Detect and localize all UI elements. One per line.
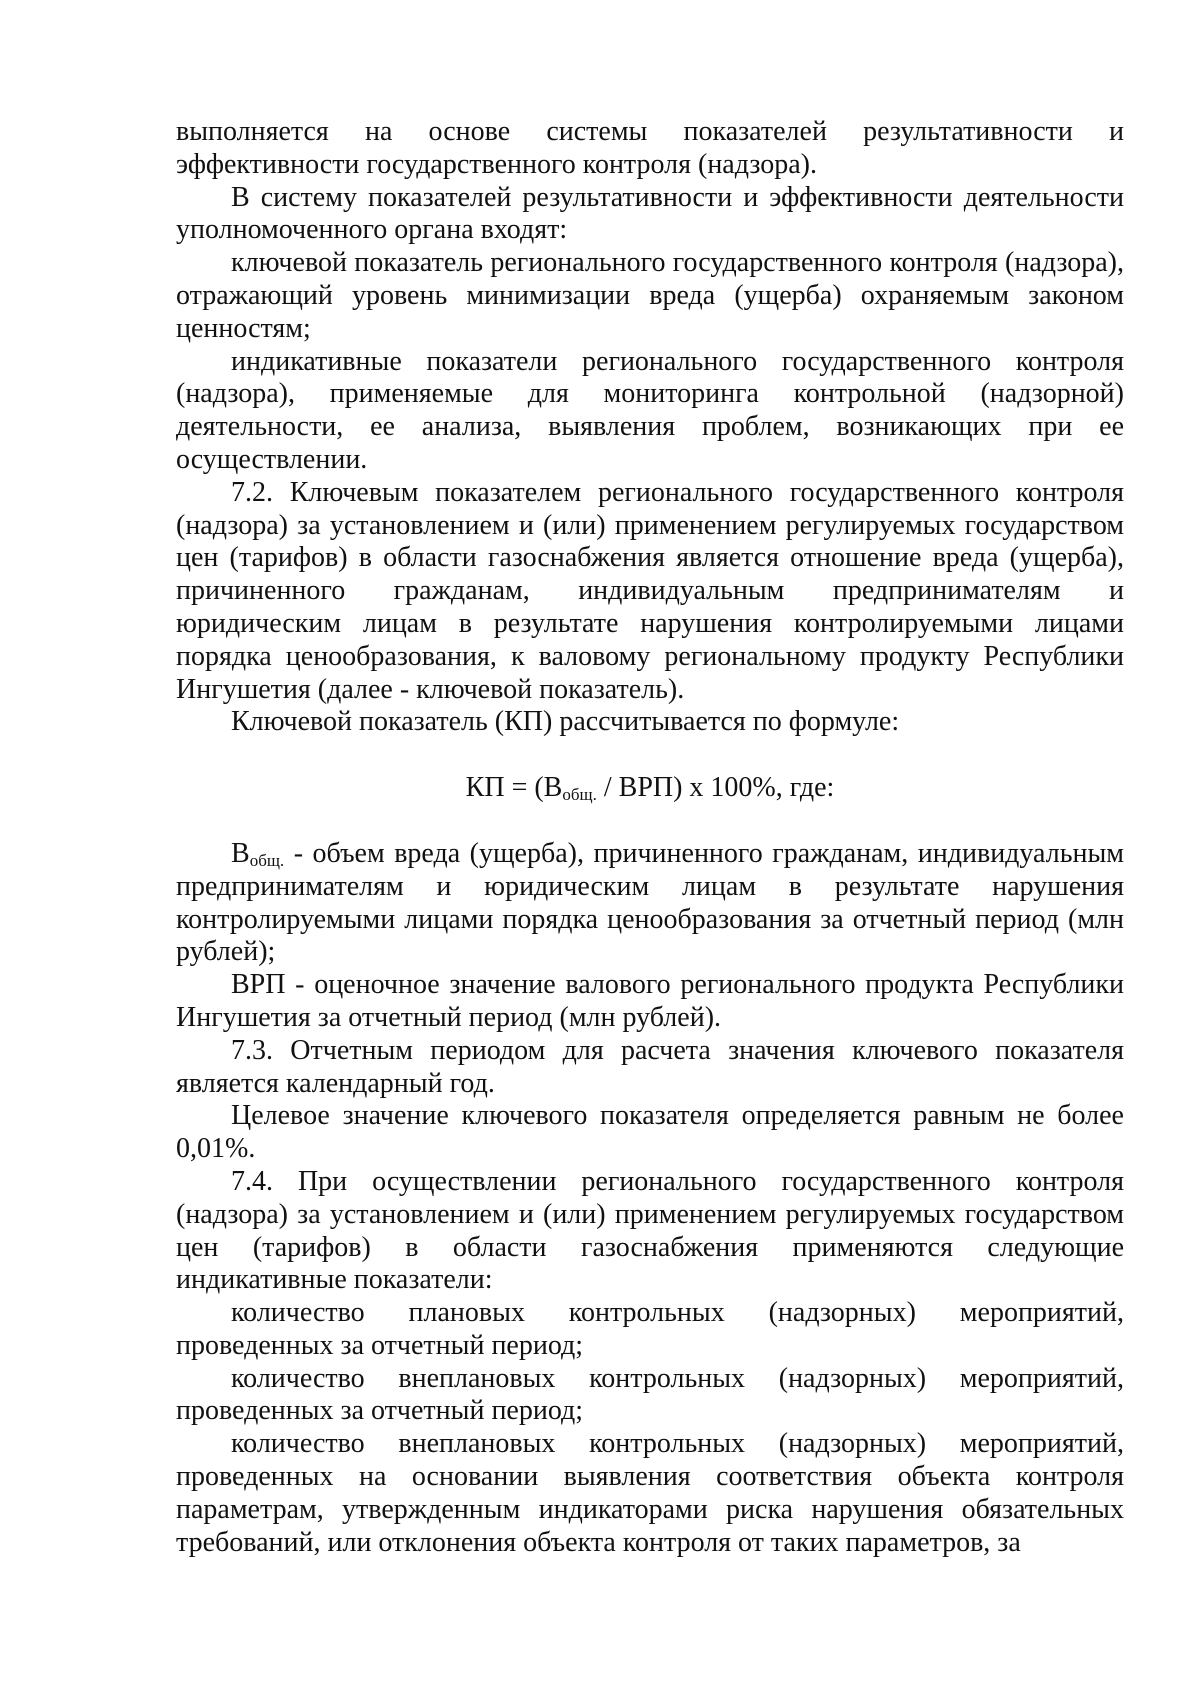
paragraph-7-3: 7.3. Отчетным периодом для расчета значения ключевого показателя является календарный год. bbox=[176, 1034, 1124, 1099]
paragraph-risk-indicator-events: количество внеплановых контрольных (надзорных) мероприятий, проведенных на основании выявления соответствия объекта контроля параметрам, утвержденным индикаторами риска нарушения обязательных требований, или отклонения объекта контроля от таких параметров, за bbox=[176, 1428, 1124, 1558]
definition-symbol: В bbox=[231, 837, 250, 869]
formula bbox=[176, 772, 1124, 805]
paragraph-formula-intro: Ключевой показатель (КП) рассчитывается по формуле: bbox=[231, 706, 900, 738]
paragraph-7-4: 7.4. При осуществлении регионального государственного контроля (надзора) за установлением и (или) применением регулируемых государством цен (тарифов) в области газоснабжения применяются следующие индикативные показатели: bbox=[176, 1165, 1124, 1296]
definition-text: - объем вреда (ущерба), причиненного гражданам, индивидуальным предпринимателям и юридическим лицам в результате нарушения контролируемыми лицами порядка ценообразования за отчетный период (млн рублей); bbox=[176, 837, 1124, 968]
definition-subscript: общ. bbox=[249, 850, 285, 870]
paragraph-7-2: 7.2. Ключевым показателем регионального государственного контроля (надзора) за установлением и (или) применением регулируемых государством цен (тарифов) в области газоснабжения является отношение вреда (ущерба), причиненного гражданам, индивидуальным предпринимателям и юридическим лицам в результате нарушения контролируемыми лицами порядка ценообразования, к валовому региональному продукту Республики Ингушетия (далее - ключевой показатель). bbox=[176, 476, 1124, 705]
formula-rhs: / ВРП) x 100%, где: bbox=[596, 772, 835, 804]
paragraph-unplanned-events: количество внеплановых контрольных (надзорных) мероприятий, проведенных за отчетный период; bbox=[176, 1362, 1124, 1427]
paragraph-target-value: Целевое значение ключевого показателя определяется равным не более 0,01%. bbox=[176, 1100, 1124, 1165]
formula-lhs: КП = (В bbox=[465, 772, 563, 804]
formula-subscript: общ. bbox=[562, 785, 597, 805]
paragraph-indicative-item: индикативные показатели регионального государственного контроля (надзора), применяемые для мониторинга контрольной (надзорной) деятельности, ее анализа, выявления проблем, возникающих при ее осуществлении. bbox=[176, 345, 1124, 475]
paragraph-definition-b bbox=[176, 838, 1124, 969]
paragraph-key-indicator-item: ключевой показатель регионального государственного контроля (надзора), отражающий уровень минимизации вреда (ущерба) охраняемым законом ценностям; bbox=[176, 247, 1124, 344]
paragraph-continuation: выполняется на основе системы показателей результативности и эффективности государственного контроля (надзора). bbox=[176, 116, 1124, 180]
document-body bbox=[176, 116, 1124, 1559]
paragraph-planned-events: количество плановых контрольных (надзорных) мероприятий, проведенных за отчетный период; bbox=[176, 1297, 1124, 1361]
paragraph-definition-vrp: ВРП - оценочное значение валового регионального продукта Республики Ингушетия за отчетный период (млн рублей). bbox=[176, 969, 1124, 1033]
paragraph-indicator-system: В систему показателей результативности и эффективности деятельности уполномоченного органа входят: bbox=[176, 181, 1124, 246]
